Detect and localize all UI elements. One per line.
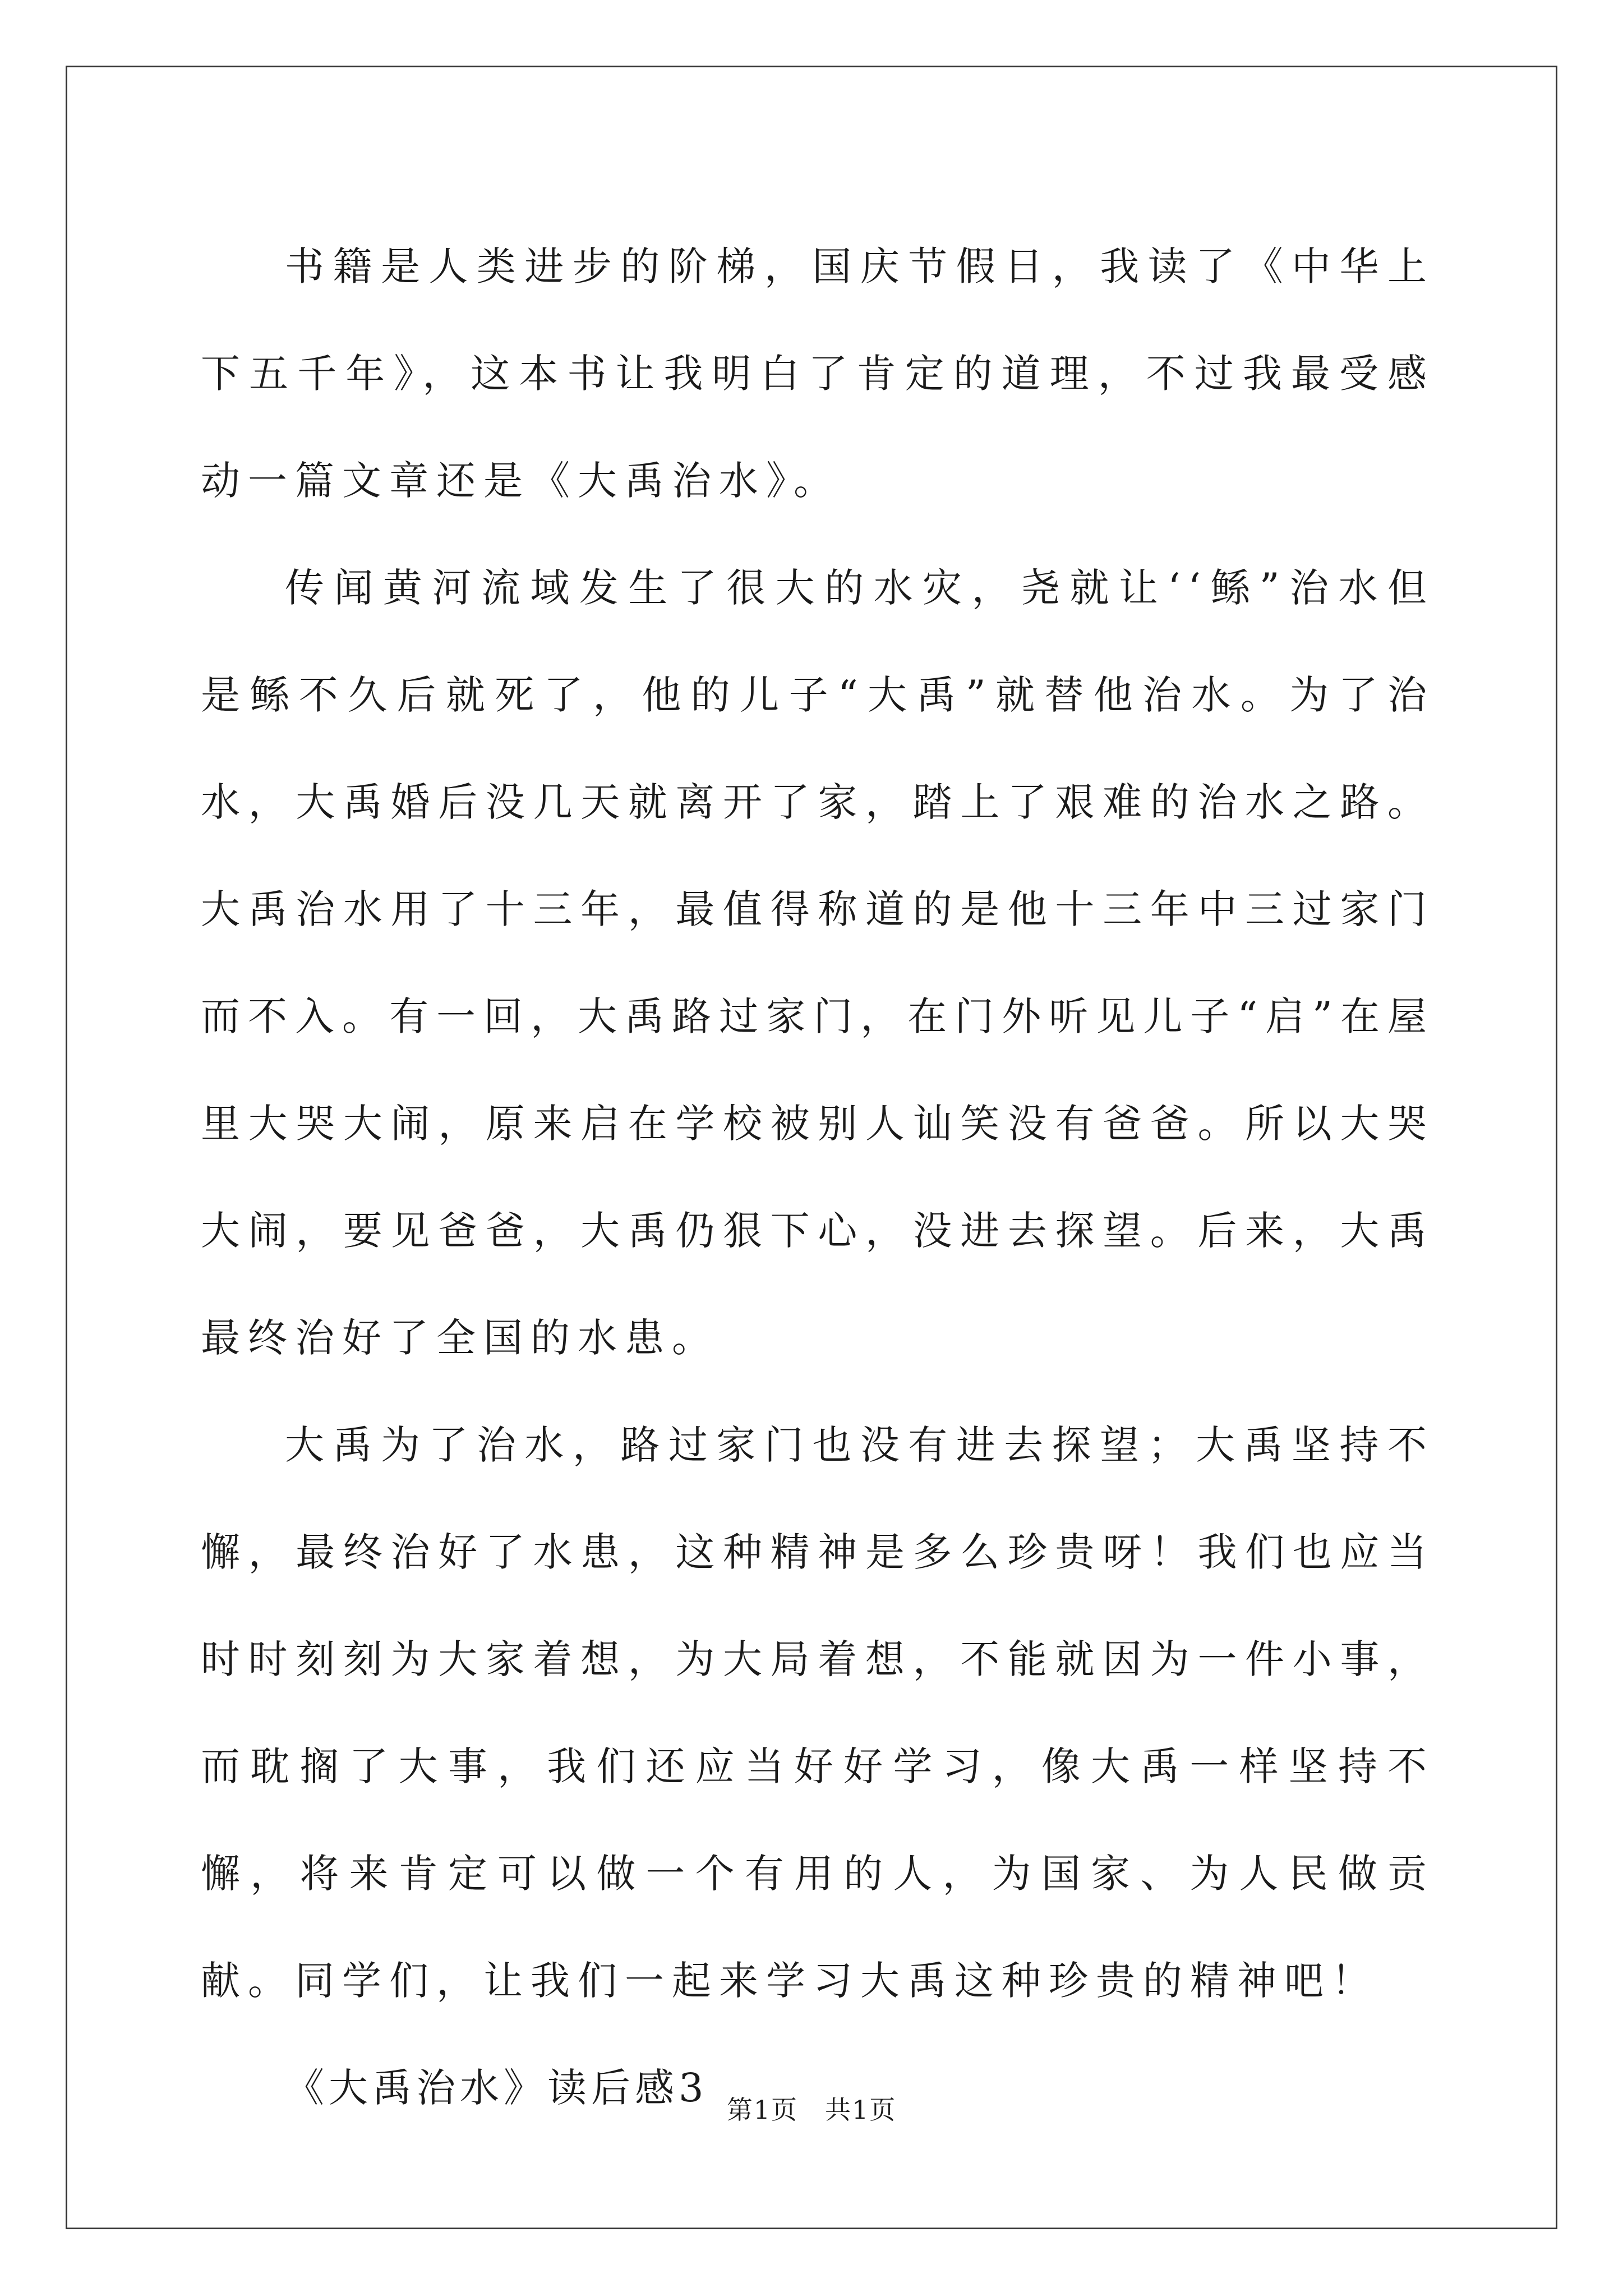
- paragraph-3: 大禹为了治水，路过家门也没有进去探望；大禹坚持不懈，最终治好了水患，这种精神是多么珍贵呀！我们也应当时时刻刻为大家着想，为大局着想，不能就因为一件小事，而耽搁了大事，我们还应当好好学习，像大禹一样坚持不懈，将来肯定可以做一个有用的人，为国家、为人民做贡献。同学们，让我们一起来学习大禹这种珍贵的精神吧！: [201, 1422, 1435, 2004]
- page-footer: 第1页 共1页: [726, 2095, 897, 2125]
- paragraph-1: 书籍是人类进步的阶梯，国庆节假日，我读了《中华上下五千年》，这本书让我明白了肯定的道理，不过我最受感动一篇文章还是《大禹治水》。: [201, 243, 1435, 504]
- section-heading: 《大禹治水》读后感3: [285, 2065, 708, 2111]
- document-body: [201, 213, 1435, 2142]
- paragraph-2: 传闻黄河流域发生了很大的水灾，尧就让‘‘鲧”治水但是鲧不久后就死了，他的儿子“大禹”就替他治水。为了治水，大禹婚后没几天就离开了家，踏上了艰难的治水之路。大禹治水用了十三年，最值得称道的是他十三年中三过家门而不入。有一回，大禹路过家门，在门外听见儿子“启”在屋里大哭大闹，原来启在学校被别人讪笑没有爸爸。所以大哭大闹，要见爸爸，大禹仍狠下心，没进去探望。后来，大禹最终治好了全国的水患。: [201, 565, 1435, 1361]
